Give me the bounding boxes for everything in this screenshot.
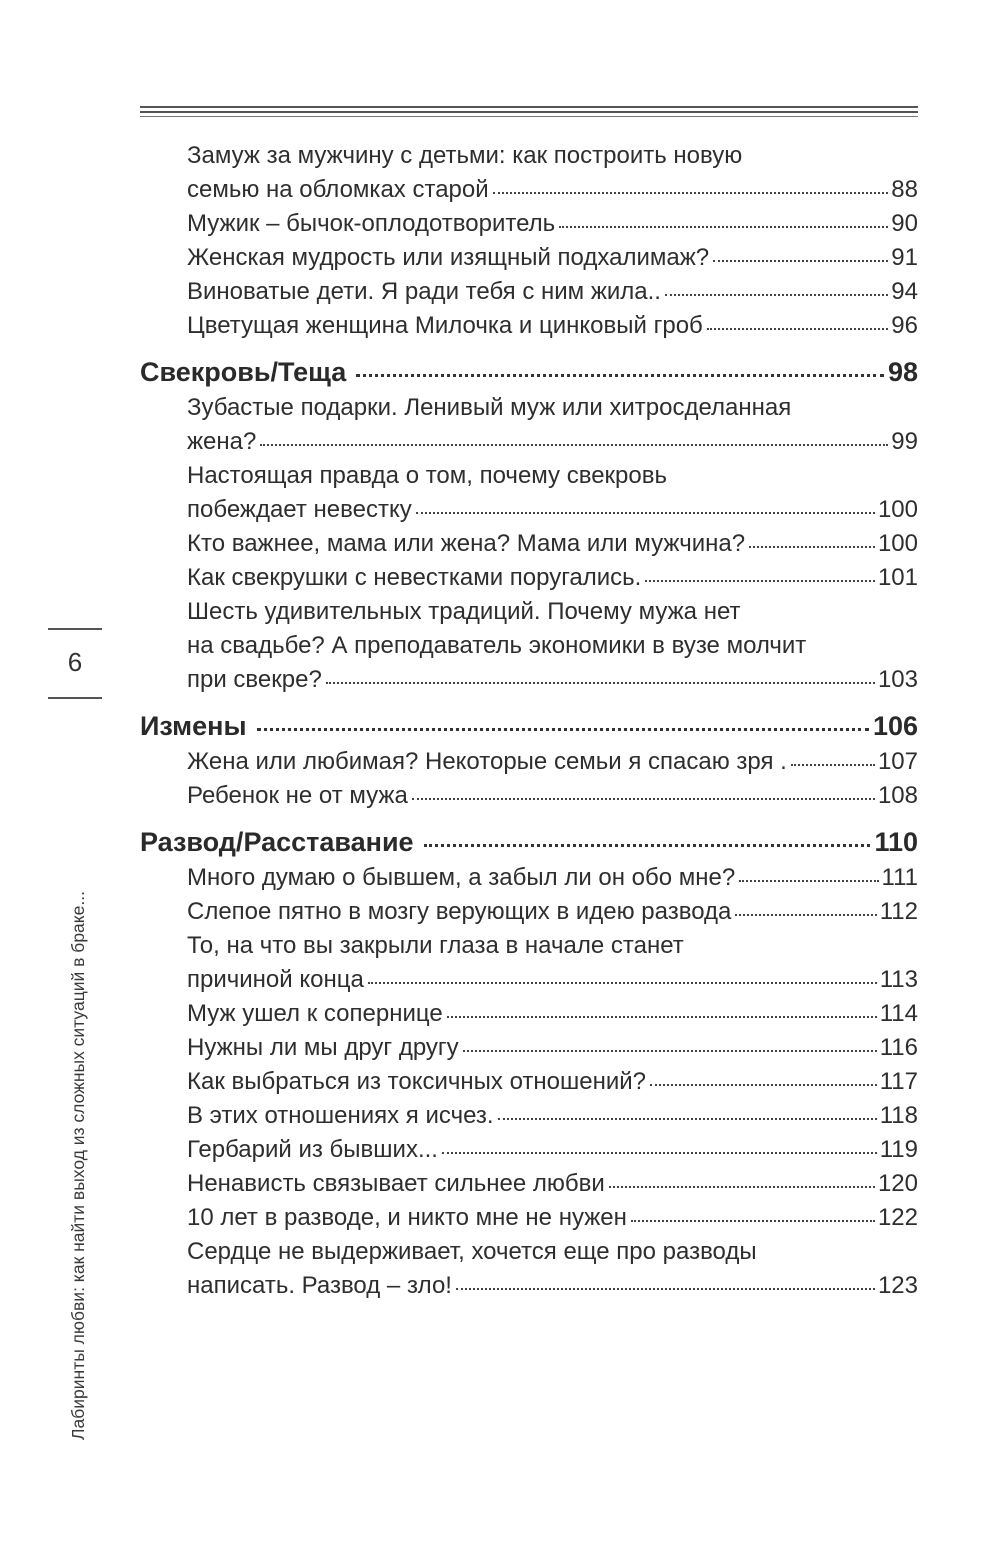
toc-entry-title-line: Ненависть связывает сильнее любви: [187, 1170, 605, 1197]
toc-entry-title-line: побеждает невестку: [187, 496, 412, 523]
toc-entry[interactable]: [140, 895, 918, 929]
toc-entry[interactable]: [140, 1235, 918, 1303]
toc-entry[interactable]: [140, 275, 918, 309]
toc-entry-page: 111: [881, 864, 918, 891]
toc-entry-title-line: Гербарий из бывших...: [187, 1136, 438, 1163]
section-title: Развод/Расставание: [140, 827, 414, 857]
toc-entry-page: 119: [879, 1136, 918, 1163]
toc-section-heading[interactable]: [140, 709, 918, 743]
toc-entry[interactable]: [140, 1099, 918, 1133]
dot-leader: [665, 293, 888, 296]
toc-entry[interactable]: [140, 929, 918, 997]
toc-entry-page: 91: [891, 244, 918, 271]
toc-entry-page: 96: [891, 312, 918, 339]
header-rule: [140, 116, 918, 117]
toc-entry-page: 118: [879, 1102, 918, 1129]
toc-entry-page: 122: [877, 1204, 918, 1231]
toc-entry-title-line: семью на обломках старой: [187, 176, 489, 203]
toc-entry-title-line: 10 лет в разводе, и никто мне не нужен: [187, 1204, 627, 1231]
toc-entry-page: 114: [879, 1000, 918, 1027]
dot-leader: [416, 511, 875, 514]
toc-entry-page: 107: [877, 748, 918, 775]
dot-leader: [424, 843, 871, 847]
page-number: 6: [67, 647, 83, 677]
toc-entry[interactable]: [140, 391, 918, 459]
dot-leader: [447, 1015, 877, 1018]
toc-entry[interactable]: [140, 527, 918, 561]
dot-leader: [791, 763, 875, 766]
toc-entry-title-line: Нужны ли мы друг другу: [187, 1034, 459, 1061]
section-page: 98: [887, 357, 918, 387]
toc-entry[interactable]: [140, 745, 918, 779]
dot-leader: [650, 1083, 877, 1086]
dot-leader: [456, 1287, 875, 1290]
toc-entry-title-line: Сердце не выдерживает, хочется еще про разводы: [187, 1238, 757, 1265]
dot-leader: [739, 879, 878, 882]
toc-entry-title-line: причиной конца: [187, 966, 364, 993]
toc-entry-title-line: жена?: [187, 428, 257, 455]
toc-entry-title-line: В этих отношениях я исчез.: [187, 1102, 494, 1129]
toc-entry-page: 123: [877, 1272, 918, 1299]
toc-entry-title-line: написать. Развод – зло!: [187, 1272, 452, 1299]
toc-entry-title-line: Женская мудрость или изящный подхалимаж?: [187, 244, 710, 271]
toc-entry-page: 94: [891, 278, 918, 305]
toc-entry-page: 117: [879, 1068, 918, 1095]
toc-entry-title-line: Жена или любимая? Некоторые семьи я спасаю зря .: [187, 748, 787, 775]
folio-rule: [48, 697, 102, 699]
toc-entry[interactable]: [140, 241, 918, 275]
toc-entry[interactable]: [140, 779, 918, 813]
header-rule: [140, 106, 918, 108]
dot-leader: [559, 225, 888, 228]
running-title: Лабиринты любви: как найти выход из сложных ситуаций в браке...: [68, 891, 88, 1440]
toc-entry[interactable]: [140, 997, 918, 1031]
toc-entry-page: 120: [877, 1170, 918, 1197]
toc-entry-title-line: Мужик – бычок-оплодотворитель: [187, 210, 556, 237]
toc-entry-title-line: Кто важнее, мама или жена? Мама или мужчина?: [187, 530, 746, 557]
dot-leader: [749, 545, 875, 548]
toc-section-heading[interactable]: [140, 355, 918, 389]
toc-entry-title-line: Цветущая женщина Милочка и цинковый гроб: [187, 312, 703, 339]
dot-leader: [368, 981, 877, 984]
dot-leader: [412, 797, 875, 800]
toc-entry[interactable]: [140, 561, 918, 595]
toc-entry-title-line: Муж ушел к сопернице: [187, 1000, 443, 1027]
toc-entry[interactable]: [140, 1031, 918, 1065]
toc-entry-page: 103: [877, 666, 918, 693]
dot-leader: [326, 681, 875, 684]
toc-entry[interactable]: [140, 309, 918, 343]
dot-leader: [356, 373, 884, 377]
toc-entry-page: 113: [879, 966, 918, 993]
toc-entry-page: 100: [877, 530, 918, 557]
dot-leader: [645, 579, 875, 582]
dot-leader: [442, 1151, 877, 1154]
toc-entry-title-line: Замуж за мужчину с детьми: как построить новую: [187, 142, 743, 169]
toc-entry[interactable]: [140, 861, 918, 895]
toc-entry-page: 99: [891, 428, 918, 455]
table-of-contents: [140, 139, 918, 1303]
toc-entry-page: 112: [879, 898, 918, 925]
toc-entry-title-line: Ребенок не от мужа: [187, 782, 408, 809]
section-title: Измены: [140, 711, 247, 741]
dot-leader: [713, 259, 888, 262]
toc-entry-title-line: Зубастые подарки. Ленивый муж или хитросделанная: [187, 394, 792, 421]
section-title: Свекровь/Теща: [140, 357, 347, 387]
toc-entry-title-line: Много думаю о бывшем, а забыл ли он обо мне?: [187, 864, 736, 891]
dot-leader: [257, 727, 869, 731]
toc-entry[interactable]: [140, 207, 918, 241]
dot-leader: [631, 1219, 875, 1222]
toc-entry[interactable]: [140, 139, 918, 207]
toc-entry[interactable]: [140, 595, 918, 697]
toc-entry-title-line: на свадьбе? А преподаватель экономики в вузе молчит: [187, 632, 807, 659]
toc-entry[interactable]: [140, 1065, 918, 1099]
toc-entry-title-line: Шесть удивительных традиций. Почему мужа нет: [187, 598, 741, 625]
dot-leader: [493, 191, 889, 194]
dot-leader: [260, 443, 888, 446]
toc-entry-title-line: Настоящая правда о том, почему свекровь: [187, 462, 667, 489]
toc-entry-title-line: Слепое пятно в мозгу верующих в идею развода: [187, 898, 732, 925]
toc-entry-title-line: То, на что вы закрыли глаза в начале станет: [187, 932, 684, 959]
dot-leader: [707, 327, 889, 330]
toc-entry[interactable]: [140, 459, 918, 527]
toc-entry-title-line: Как свекрушки с невестками поругались.: [187, 564, 642, 591]
toc-entry-page: 90: [891, 210, 918, 237]
toc-entry-title-line: при свекре?: [187, 666, 322, 693]
toc-entry-page: 108: [877, 782, 918, 809]
toc-entry-title-line: Как выбраться из токсичных отношений?: [187, 1068, 646, 1095]
toc-entry[interactable]: [140, 1201, 918, 1235]
toc-entry[interactable]: [140, 1133, 918, 1167]
dot-leader: [498, 1117, 877, 1120]
section-page: 110: [874, 827, 918, 857]
toc-entry-page: 100: [877, 496, 918, 523]
dot-leader: [609, 1185, 875, 1188]
toc-entry-title-line: Виноватые дети. Я ради тебя с ним жила..: [187, 278, 661, 305]
dot-leader: [463, 1049, 877, 1052]
toc-section-heading[interactable]: [140, 825, 918, 859]
toc-entry-page: 116: [879, 1034, 918, 1061]
toc-entry-page: 88: [891, 176, 918, 203]
dot-leader: [735, 913, 876, 916]
header-rule: [140, 111, 918, 113]
folio-rule: [48, 628, 102, 630]
toc-entry-page: 101: [877, 564, 918, 591]
toc-entry[interactable]: [140, 1167, 918, 1201]
section-page: 106: [872, 711, 918, 741]
